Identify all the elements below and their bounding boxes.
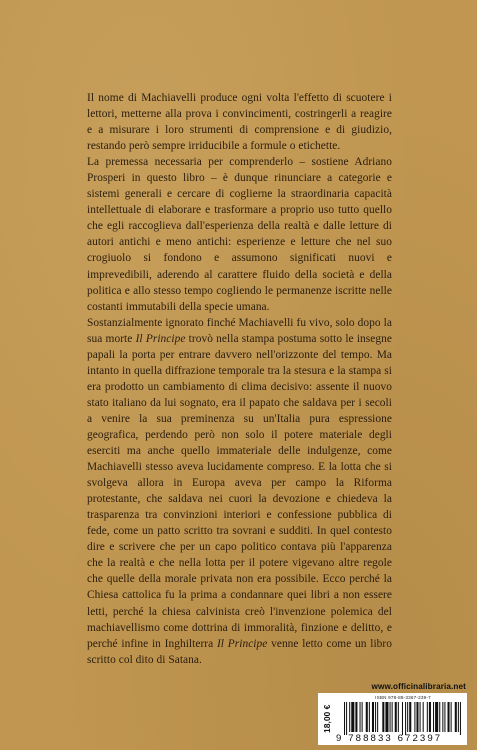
barcode-bar <box>455 702 457 732</box>
barcode-bar <box>409 702 411 732</box>
barcode-bar <box>444 702 445 732</box>
book-title-il-principe-2: Il Principe <box>216 637 268 650</box>
barcode-bar <box>414 702 415 732</box>
barcode-bar <box>351 702 354 732</box>
barcode-bar <box>346 702 347 735</box>
barcode-bar <box>429 702 431 732</box>
barcode-bar <box>439 702 440 732</box>
barcode-bar <box>360 702 361 732</box>
barcode-bar <box>390 702 391 732</box>
blurb-paragraph-3-part-c: venne letto come un libro scritto col dito di Satana. <box>87 637 393 666</box>
barcode-bar <box>423 702 424 732</box>
barcode-bar <box>392 702 393 732</box>
barcode-bar <box>362 702 363 732</box>
barcode-bar <box>433 702 434 732</box>
barcode-bar <box>344 702 345 735</box>
barcode-bar <box>375 702 376 732</box>
barcode-bar <box>442 702 443 732</box>
ean-number: 9 788833 672397 <box>336 733 443 744</box>
barcode-bar <box>407 702 408 732</box>
barcode-bar <box>451 702 452 732</box>
book-title-il-principe: Il Principe <box>135 332 186 345</box>
barcode-bar <box>382 702 384 732</box>
barcode-bar <box>398 702 399 732</box>
barcode-bar <box>416 702 418 732</box>
blurb-paragraph-3-part-a: Sostanzialmente ignorato finché Machiavelli fu vivo, solo dopo la sua morte <box>87 316 392 345</box>
barcode-bar <box>355 702 357 732</box>
barcode-bar <box>420 702 421 732</box>
price-label: 18,00 € <box>322 704 332 734</box>
barcode-bar <box>458 702 459 732</box>
blurb-paragraph-3-part-b: trovò nella stampa postuma sotto le insegne papali la porta per entrare davvero nell'orizzonte del tempo. Ma intanto in quella diffrazione temporale tra la stesura e la stampa si era prodotto un cambiamento di clima decisivo: assente il nuovo stato italiano da lui sognato, era il papato che saldava per i secoli a venire la sua preminenza su un'Italia pura espressione geografica, perdendo però non solo il potere materiale degli eserciti ma anche quello immateriale delle indulgenze, come Machiavelli stesso aveva lucidamente compreso. E la lotta che si svolgeva allora in Europa aveva per campo la Riforma protestante, che saldava nei cuori la devozione e chiedeva la trasparenza tra convinzioni interiori e confessione pubblica di fede, come un patto scritto tra sovrani e sudditi. In quel contesto dire e scrivere che per un capo politico contava più l'apparenza che la realtà e che nella lotta per il potere vigevano altre regole che quelle della morale privata non era possibile. Ecco perché la Chiesa cattolica fu la prima a condannare quei libri a non essere letti, perché la chiesa calvinista creò l'invenzione polemica del machiavellismo come dottrina di immoralità, finzione e delitto, e perché infine in Inghilterra <box>87 332 392 650</box>
barcode-bar <box>448 702 450 732</box>
barcode-bar <box>372 702 374 732</box>
publisher-website[interactable]: www.officinalibraria.net <box>371 682 466 691</box>
barcode-bar <box>366 702 368 732</box>
barcode-bar <box>402 702 403 735</box>
barcode-bar <box>405 702 406 735</box>
blurb-paragraph-3 <box>87 315 392 668</box>
barcode-bar <box>460 702 461 735</box>
barcode-bar <box>349 702 350 732</box>
barcode-bar <box>369 702 370 732</box>
isbn-label: ISBN 978-88-3367-239-7 <box>375 695 431 700</box>
blurb-paragraph-1: Il nome di Machiavelli produce ogni volta l'effetto di scuotere i lettori, metterne alla prova i convincimenti, costringerli a reagire e a misurare i loro strumenti di comprensione e di giudizio, restando però sempre irriducibile a formule o etichette. <box>87 92 392 153</box>
blurb-paragraph-2: La premessa necessaria per comprenderlo – sostiene Adriano Prosperi in questo libro – è dunque rinunciare a categorie e sistemi generali e cercare di coglierne la straordinaria capacità intellettuale di elaborare e trasformare a proprio uso tutto quello che egli raccoglieva dall'esperienza della realtà e dalle letture di autori antichi e meno antichi: esperienze e letture che nel suo crogiuolo si fondono e assumono significati nuovi e imprevedibili, aderendo al carattere fluido della società e della politica e allo stesso tempo cogliendo le permanenze iscritte nelle costanti immutabili della specie umana. <box>87 156 392 313</box>
barcode-bar <box>435 702 438 732</box>
blurb-text <box>87 90 392 668</box>
barcode-bar <box>385 702 388 732</box>
barcode-bar <box>377 702 378 732</box>
barcode-icon <box>344 702 462 735</box>
barcode-bar <box>395 702 397 732</box>
barcode-bar <box>427 702 428 732</box>
